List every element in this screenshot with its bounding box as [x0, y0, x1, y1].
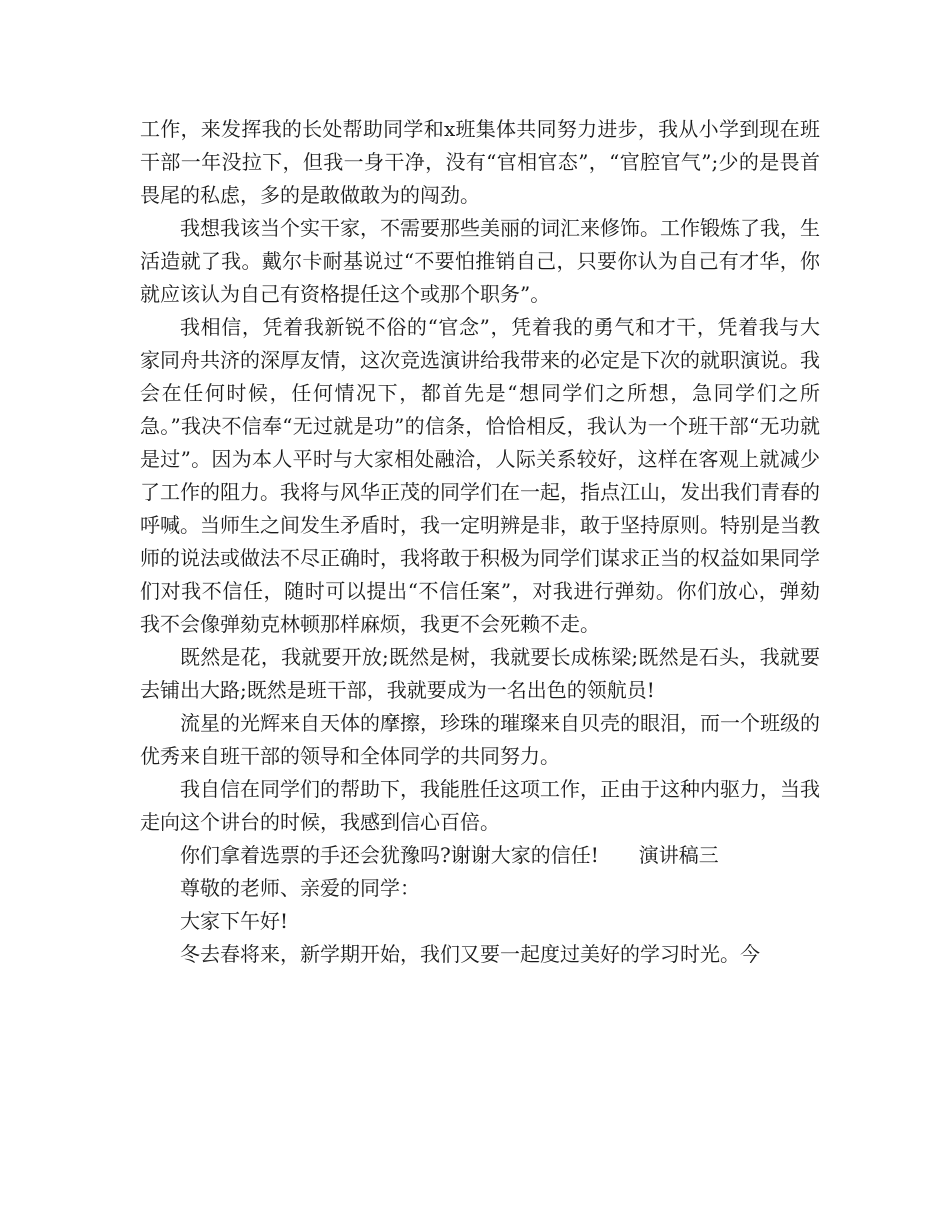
document-body [140, 113, 820, 971]
paragraph-6: 我自信在同学们的帮助下，我能胜任这项工作，正由于这种内驱力，当我走向这个讲台的时候，我感到信心百倍。 [140, 777, 820, 834]
paragraph-5: 流星的光辉来自天体的摩擦，珍珠的璀璨来自贝壳的眼泪，而一个班级的优秀来自班干部的领导和全体同学的共同努力。 [140, 711, 820, 768]
paragraph-4: 既然是花，我就要开放;既然是树，我就要长成栋梁;既然是石头，我就要去铺出大路;既然是班干部，我就要成为一名出色的领航员! [140, 645, 820, 702]
paragraph-9-greeting: 大家下午好! [180, 909, 289, 933]
paragraph-7: 你们拿着选票的手还会犹豫吗?谢谢大家的信任! 演讲稿三 [180, 843, 719, 867]
paragraph-2: 我想我该当个实干家，不需要那些美丽的词汇来修饰。工作锻炼了我，生活造就了我。戴尔卡耐基说过“不要怕推销自己，只要你认为自己有才华，你就应该认为自己有资格提任这个或那个职务”。 [140, 216, 820, 306]
paragraph-10: 冬去春将来，新学期开始，我们又要一起度过美好的学习时光。今 [180, 942, 760, 966]
paragraph-3: 我相信，凭着我新锐不俗的“官念”，凭着我的勇气和才干，凭着我与大家同舟共济的深厚友情，这次竞选演讲给我带来的必定是下次的就职演说。我会在任何时候，任何情况下，都首先是“想同学们之所想，急同学们之所急。”我决不信奉“无过就是功”的信条，恰恰相反，我认为一个班干部“无功就是过”。因为本人平时与大家相处融洽，人际关系较好，这样在客观上就减少了工作的阻力。我将与风华正茂的同学们在一起，指点江山，发出我们青春的呼喊。当师生之间发生矛盾时，我一定明辨是非，敢于坚持原则。特别是当教师的说法或做法不尽正确时，我将敢于积极为同学们谋求正当的权益如果同学们对我不信任，随时可以提出“不信任案”，对我进行弹劾。你们放心，弹劾我不会像弹劾克林顿那样麻烦，我更不会死赖不走。 [140, 315, 820, 636]
paragraph-1: 工作，来发挥我的长处帮助同学和x班集体共同努力进步，我从小学到现在班干部一年没拉下，但我一身干净，没有“官相官态”，“官腔官气”;少的是畏首畏尾的私虑，多的是敢做敢为的闯劲。 [140, 117, 820, 207]
paragraph-8-salutation: 尊敬的老师、亲爱的同学： [180, 876, 420, 900]
